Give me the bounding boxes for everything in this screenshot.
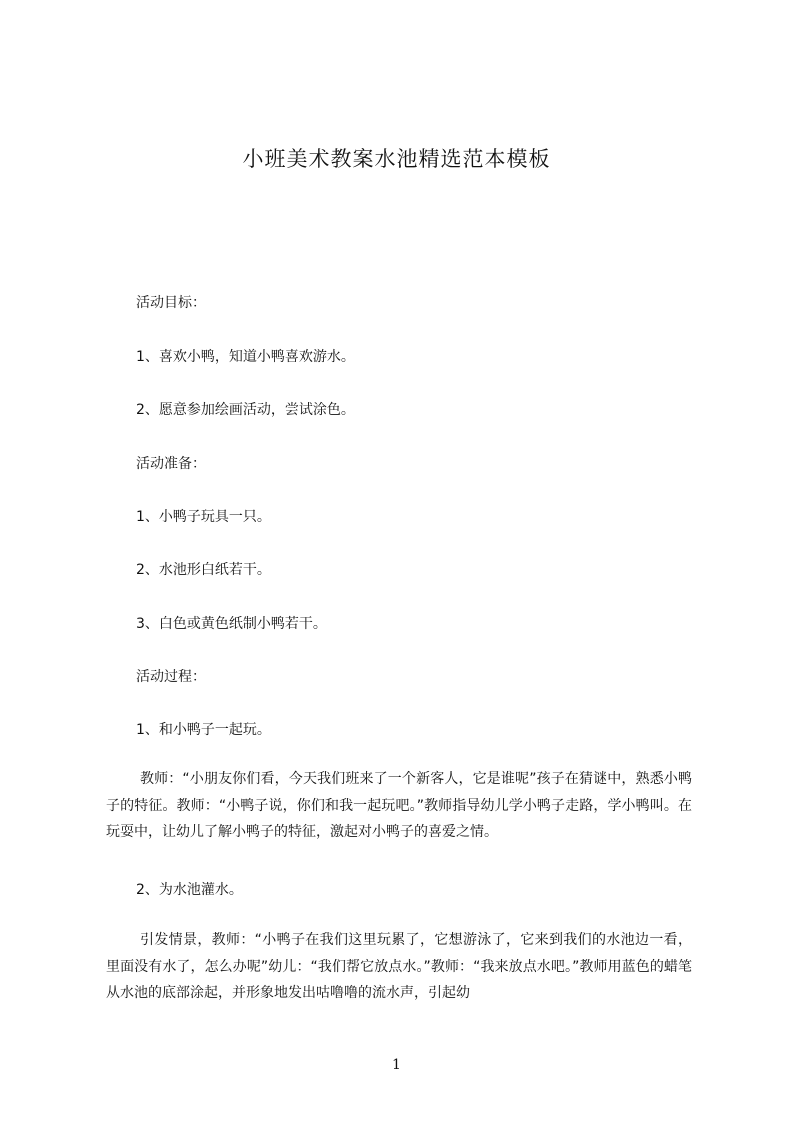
document-title: 小班美术教案水池精选范本模板 xyxy=(242,147,551,171)
paragraph-step-2: 引发情景，教师：“小鸭子在我们这里玩累了，它想游泳了，它来到我们的水池边一看，里面没有水了，怎么办呢”幼儿：“我们帮它放点水。”教师：“我来放点水吧。”教师用蓝色的蜡笔从水池的底部涂起，并形象地发出咕噜噜的流水声，引起幼 xyxy=(106,932,692,1001)
goal-item-2: 2、愿意参加绘画活动，尝试涂色。 xyxy=(136,402,355,418)
section-heading-preparation: 活动准备： xyxy=(136,456,206,472)
preparation-item-2: 2、水池形白纸若干。 xyxy=(136,562,271,578)
preparation-item-1: 1、小鸭子玩具一只。 xyxy=(136,509,271,525)
section-heading-process: 活动过程： xyxy=(136,669,206,685)
section-heading-goals: 活动目标： xyxy=(136,295,206,311)
paragraph-step-1: 教师：“小朋友你们看，今天我们班来了一个新客人，它是谁呢”孩子在猜谜中，熟悉小鸭子的特征。教师：“小鸭子说，你们和我一起玩吧。”教师指导幼儿学小鸭子走路，学小鸭叫。在玩耍中，让幼儿了解小鸭子的特征，激起对小鸭子的喜爱之情。 xyxy=(106,771,692,840)
preparation-item-3: 3、白色或黄色纸制小鸭若干。 xyxy=(136,616,327,632)
goal-item-1: 1、喜欢小鸭，知道小鸭喜欢游水。 xyxy=(136,349,355,365)
process-step-2: 2、为水池灌水。 xyxy=(136,882,243,898)
page-number: 1 xyxy=(392,1057,401,1073)
process-step-1: 1、和小鸭子一起玩。 xyxy=(136,722,271,738)
